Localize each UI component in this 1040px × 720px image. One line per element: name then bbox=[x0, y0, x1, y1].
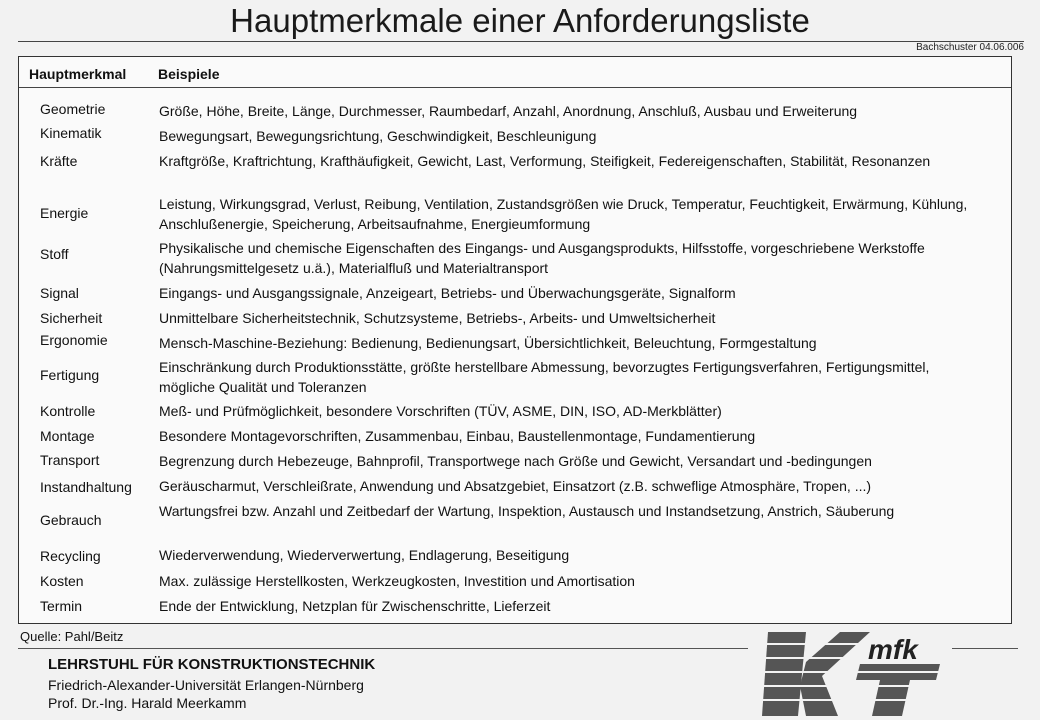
university-name: Friedrich-Alexander-Universität Erlangen-Nürnberg bbox=[48, 677, 364, 693]
row-key: Kräfte bbox=[40, 153, 78, 169]
row-key: Ergonomie bbox=[40, 332, 108, 348]
row-key: Sicherheit bbox=[40, 310, 103, 326]
row-value: Einschränkung durch Produktionsstätte, größte herstellbare Abmessung, bevorzugtes Fertigungsverfahren, Fertigungsmittel, mögliche Qualität und Toleranzen bbox=[159, 359, 930, 395]
row-key: Kontrolle bbox=[40, 403, 96, 419]
row-value: Mensch-Maschine-Beziehung: Bedienung, Bedienungsart, Übersichtlichkeit, Beleuchtung, Formgestaltung bbox=[159, 335, 817, 351]
row-key: Fertigung bbox=[40, 367, 100, 383]
logo-mfk-text: mfk bbox=[868, 634, 918, 665]
row-key: Instandhaltung bbox=[40, 479, 132, 495]
source-note: Quelle: Pahl/Beitz bbox=[20, 629, 124, 644]
row-key: Kinematik bbox=[40, 125, 102, 141]
row-value: Unmittelbare Sicherheitstechnik, Schutzsysteme, Betriebs-, Arbeits- und Umweltsicherheit bbox=[159, 310, 716, 326]
row-value: Physikalische und chemische Eigenschaften des Eingangs- und Ausgangsprodukts, Hilfsstoffe, vorgeschriebene Werkstoffe (Nahrungsmittelgesetz u.ä.), Materialfluß und Materialtransport bbox=[159, 240, 925, 276]
institute-name: LEHRSTUHL FÜR KONSTRUKTIONSTECHNIK bbox=[48, 656, 376, 673]
footer-divider bbox=[952, 648, 1018, 649]
row-value: Eingangs- und Ausgangssignale, Anzeigeart, Betriebs- und Überwachungsgeräte, Signalform bbox=[159, 285, 736, 301]
feature-table bbox=[18, 56, 1012, 624]
row-key: Stoff bbox=[40, 246, 69, 262]
row-key: Signal bbox=[40, 285, 79, 301]
row-value: Leistung, Wirkungsgrad, Verlust, Reibung, Ventilation, Zustandsgrößen wie Druck, Temperatur, Feuchtigkeit, Erwärmung, Kühlung, Anschlußenergie, Speicherung, Arbeitsaufnahme, Energieumformung bbox=[159, 196, 968, 232]
row-value: Geräuscharmut, Verschleißrate, Anwendung und Absatzgebiet, Einsatzort (z.B. schweflige Atmosphäre, Tropen, ...) bbox=[159, 478, 872, 494]
page-title: Hauptmerkmale einer Anforderungsliste bbox=[230, 2, 810, 39]
row-key: Gebrauch bbox=[40, 512, 102, 528]
footer-divider bbox=[18, 648, 748, 649]
header-beispiele: Beispiele bbox=[158, 66, 220, 82]
row-key: Energie bbox=[40, 205, 89, 221]
row-key: Recycling bbox=[40, 548, 101, 564]
row-value: Bewegungsart, Bewegungsrichtung, Geschwindigkeit, Beschleunigung bbox=[159, 128, 597, 144]
author-stamp: Bachschuster 04.06.006 bbox=[916, 42, 1024, 53]
row-value: Wartungsfrei bzw. Anzahl und Zeitbedarf der Wartung, Inspektion, Austausch und Instandsetzung, Anstrich, Säuberung bbox=[159, 503, 895, 519]
row-value: Max. zulässige Herstellkosten, Werkzeugkosten, Investition und Amortisation bbox=[159, 573, 635, 589]
row-key: Montage bbox=[40, 428, 95, 444]
row-value: Begrenzung durch Hebezeuge, Bahnprofil, Transportwege nach Größe und Gewicht, Versandart und -bedingungen bbox=[159, 453, 872, 469]
row-key: Termin bbox=[40, 598, 83, 614]
row-value: Größe, Höhe, Breite, Länge, Durchmesser, Raumbedarf, Anzahl, Anordnung, Anschluß, Ausbau und Erweiterung bbox=[159, 103, 858, 119]
professor-name: Prof. Dr.-Ing. Harald Meerkamm bbox=[48, 695, 247, 711]
header-hauptmerkmal: Hauptmerkmal bbox=[29, 66, 127, 82]
kt-logo bbox=[760, 626, 950, 720]
row-value: Wiederverwendung, Wiederverwertung, Endlagerung, Beseitigung bbox=[159, 547, 570, 563]
title-divider bbox=[18, 41, 1024, 42]
row-value: Meß- und Prüfmöglichkeit, besondere Vorschriften (TÜV, ASME, DIN, ISO, AD-Merkblätter) bbox=[159, 403, 722, 419]
row-key: Kosten bbox=[40, 573, 84, 589]
row-value: Ende der Entwicklung, Netzplan für Zwischenschritte, Lieferzeit bbox=[159, 598, 551, 614]
header-divider bbox=[19, 87, 1011, 88]
row-value: Kraftgröße, Kraftrichtung, Krafthäufigkeit, Gewicht, Last, Verformung, Steifigkeit, Federeigenschaften, Stabilität, Resonanzen bbox=[159, 153, 931, 169]
row-key: Geometrie bbox=[40, 101, 106, 117]
row-key: Transport bbox=[40, 452, 100, 468]
row-value: Besondere Montagevorschriften, Zusammenbau, Einbau, Baustellenmontage, Fundamentierung bbox=[159, 428, 756, 444]
